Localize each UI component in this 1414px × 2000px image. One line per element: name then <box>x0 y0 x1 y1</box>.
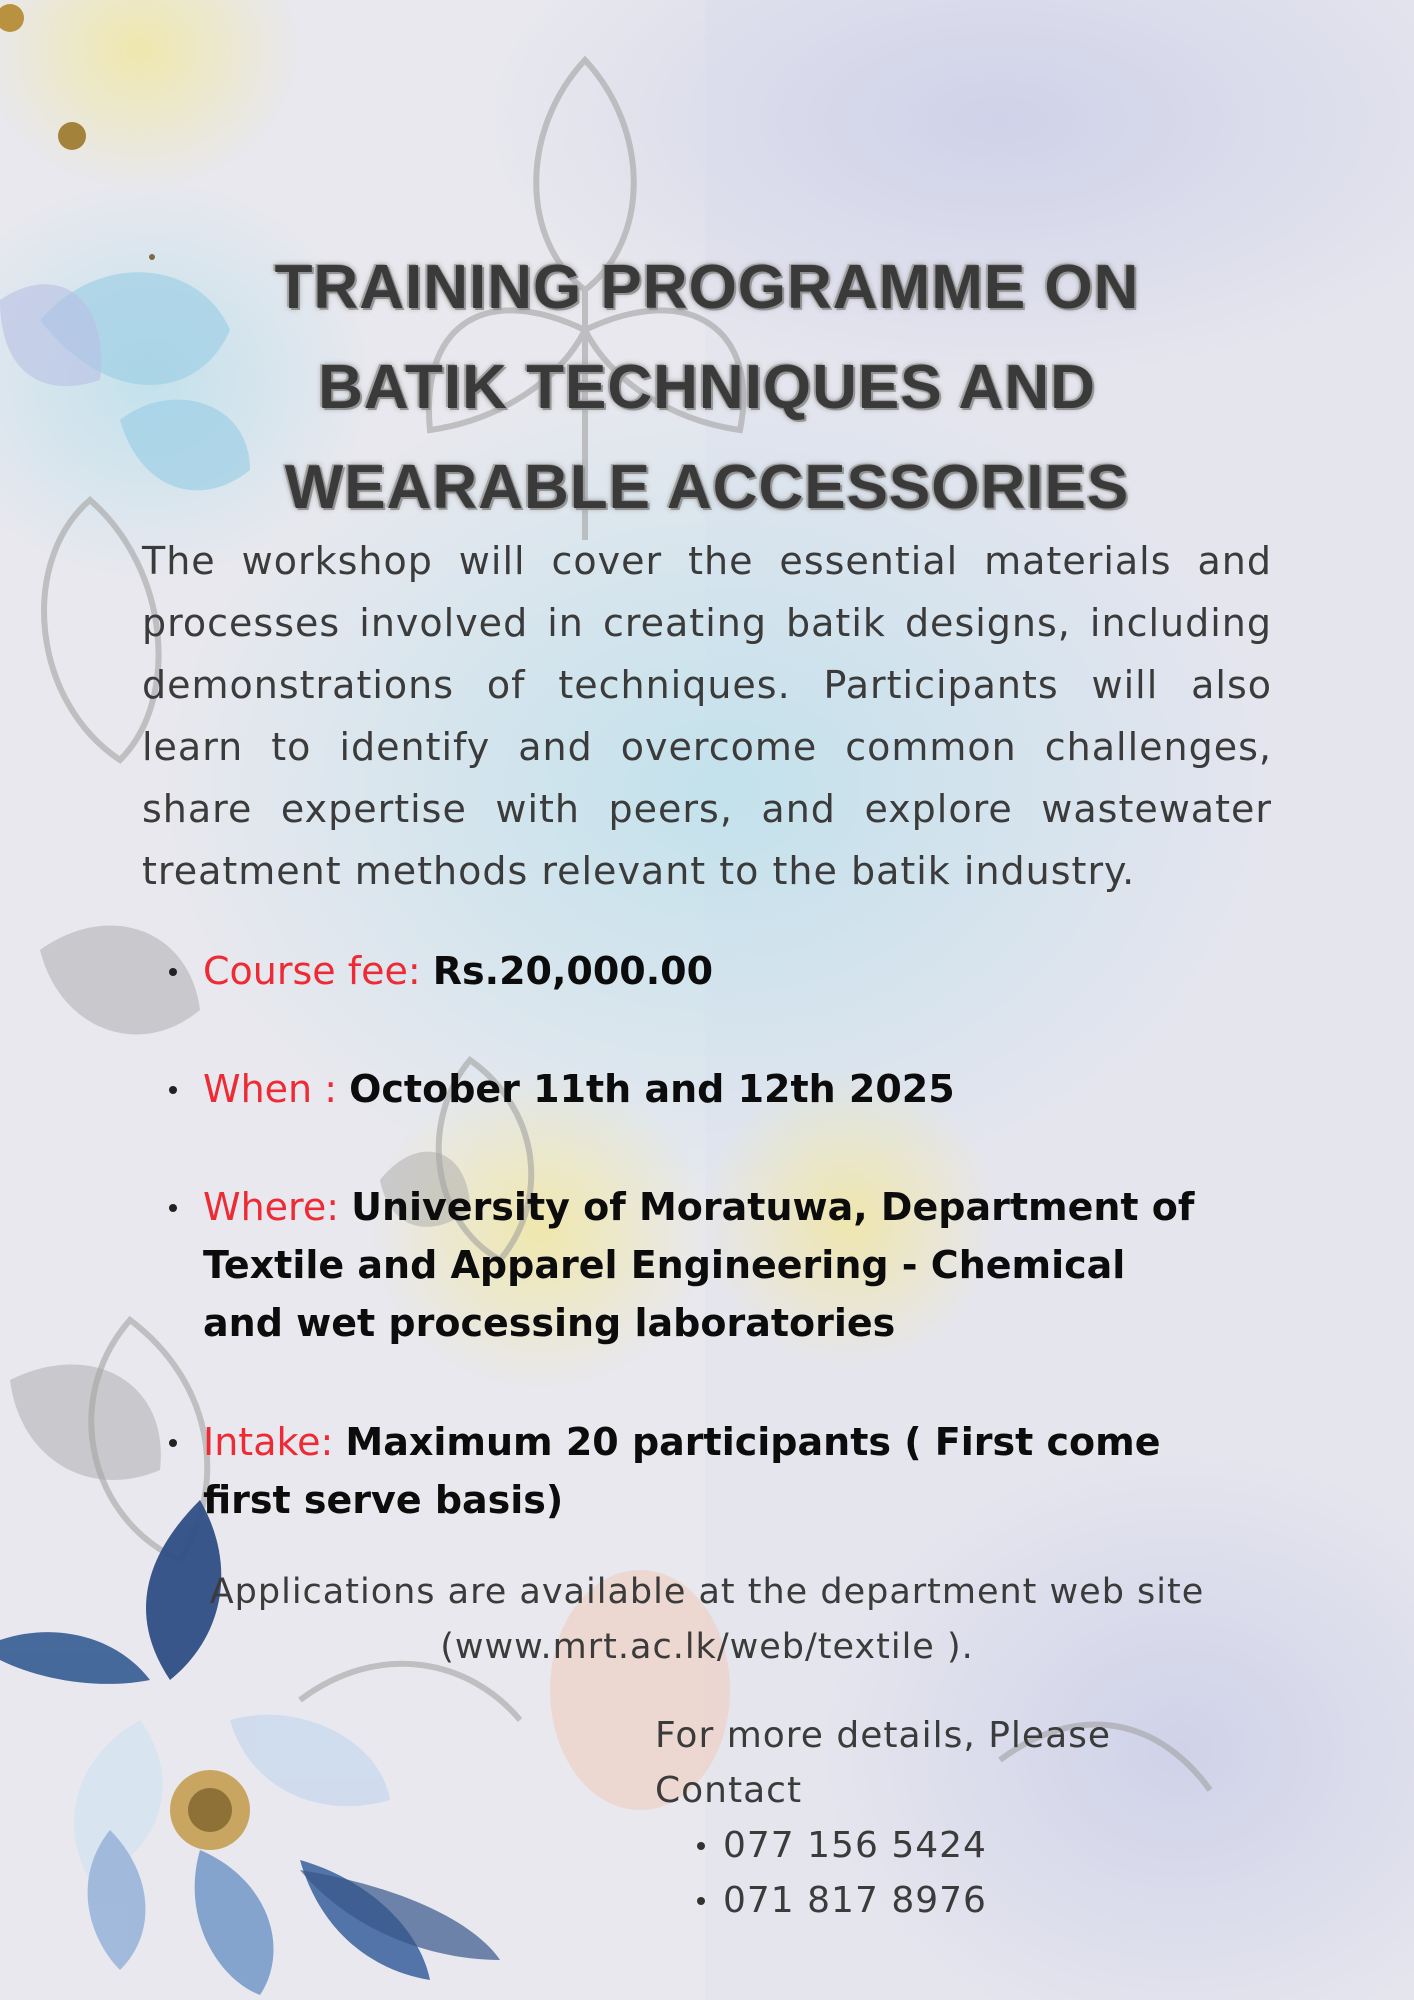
contact-heading: For more details, Please Contact <box>655 1715 1112 1811</box>
applications-note <box>140 1565 1274 1675</box>
detail-value: Maximum 20 participants ( First come first serve basis) <box>203 1420 1161 1522</box>
detail-when <box>160 1060 1260 1118</box>
detail-value: University of Moratuwa, Department of Textile and Apparel Engineering - Chemical and wet processing laboratories <box>203 1185 1195 1345</box>
phone-number[interactable]: 071 817 8976 <box>687 1873 1255 1928</box>
contact-section <box>655 1708 1255 1928</box>
course-details-list <box>160 1060 1260 1118</box>
detail-course-fee <box>160 942 1260 1000</box>
detail-where <box>160 1178 1210 1352</box>
detail-value: October 11th and 12th 2025 <box>349 1067 955 1111</box>
phone-number[interactable]: 077 156 5424 <box>687 1818 1255 1873</box>
course-details-list <box>160 942 1260 1000</box>
page-title: TRAINING PROGRAMME ON BATIK TECHNIQUES AND WEARABLE ACCESSORIES <box>274 253 1140 522</box>
detail-label: Where: <box>203 1185 352 1229</box>
detail-value: Rs.20,000.00 <box>432 949 714 993</box>
applications-text: Applications are available at the department web site <box>209 1572 1205 1612</box>
detail-label: Intake: <box>203 1420 346 1464</box>
detail-label: Course fee: <box>203 949 433 993</box>
detail-intake <box>160 1413 1250 1529</box>
workshop-description: The workshop will cover the essential materials and processes involved in creating batik designs, including demonstrations of techniques. Participants will also learn to identify and overcome common challenges, share expertise with peers, and explore wastewater treatment methods relevant to the batik industry. <box>142 539 1272 893</box>
website-link[interactable]: (www.mrt.ac.lk/web/textile ). <box>440 1627 974 1667</box>
course-details-list <box>160 1178 1210 1352</box>
course-details-list <box>160 1413 1250 1529</box>
detail-label: When : <box>203 1067 350 1111</box>
phone-list <box>655 1818 1255 1928</box>
